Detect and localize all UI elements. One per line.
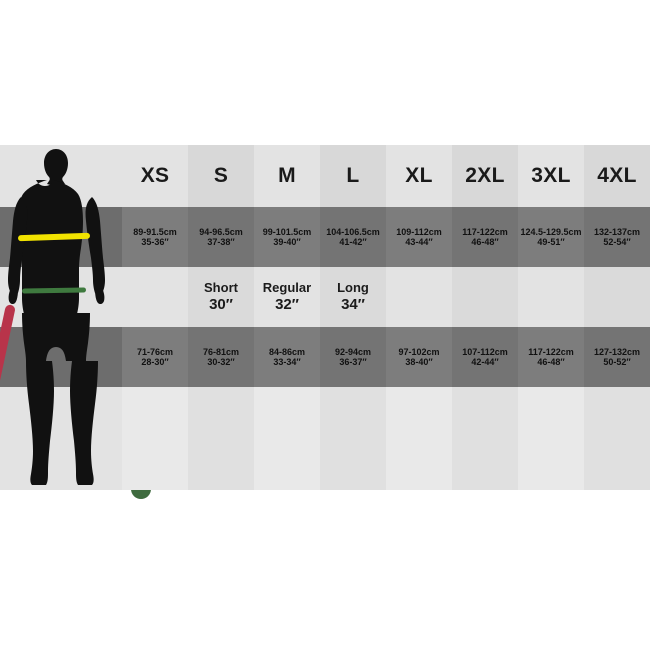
waist-3xl bbox=[518, 327, 584, 387]
table-row-leg-length bbox=[122, 267, 650, 327]
chest-2xl-imperial: 46-48″ bbox=[471, 237, 499, 247]
chest-xs-imperial: 35-36″ bbox=[141, 237, 169, 247]
header-l: L bbox=[320, 145, 386, 207]
male-body-silhouette bbox=[0, 145, 122, 490]
waist-xl-imperial: 38-40″ bbox=[405, 357, 433, 367]
empty-4xl bbox=[584, 387, 650, 490]
waist-l-imperial: 36-37″ bbox=[339, 357, 367, 367]
length-m-label: Regular bbox=[262, 279, 312, 295]
length-xl bbox=[386, 267, 452, 327]
chest-l-imperial: 41-42″ bbox=[339, 237, 367, 247]
waist-xl bbox=[386, 327, 452, 387]
empty-s bbox=[188, 387, 254, 490]
length-l bbox=[320, 267, 386, 327]
chest-3xl-metric: 124.5-129.5cm bbox=[520, 226, 582, 237]
empty-3xl bbox=[518, 387, 584, 490]
waist-xs-imperial: 28-30″ bbox=[141, 357, 169, 367]
waist-4xl-metric: 127-132cm bbox=[593, 346, 641, 357]
waist-xs bbox=[122, 327, 188, 387]
chest-xl-metric: 109-112cm bbox=[396, 226, 442, 237]
header-xl: XL bbox=[405, 164, 433, 187]
length-2xl bbox=[452, 267, 518, 327]
header-m: M bbox=[278, 164, 296, 187]
empty-l bbox=[320, 387, 386, 490]
length-l-label: Long bbox=[337, 279, 369, 295]
table-header-row bbox=[122, 145, 650, 207]
waist-m-imperial: 33-34″ bbox=[273, 357, 301, 367]
length-xs bbox=[122, 267, 188, 327]
chest-xl-imperial: 43-44″ bbox=[405, 237, 433, 247]
chest-4xl bbox=[584, 207, 650, 267]
empty-2xl bbox=[452, 387, 518, 490]
chest-m bbox=[254, 207, 320, 267]
waist-s-metric: 76-81cm bbox=[202, 346, 240, 357]
waist-s bbox=[188, 327, 254, 387]
waist-3xl-imperial: 46-48″ bbox=[537, 357, 565, 367]
waist-l bbox=[320, 327, 386, 387]
header-s: S bbox=[188, 145, 254, 207]
empty-xs bbox=[122, 387, 188, 490]
waist-xl-metric: 97-102cm bbox=[398, 346, 440, 357]
header-4xl: 4XL bbox=[584, 145, 650, 207]
chest-4xl-metric: 132-137cm bbox=[593, 226, 641, 237]
empty-xl bbox=[386, 387, 452, 490]
waist-l-metric: 92-94cm bbox=[334, 346, 372, 357]
waist-2xl bbox=[452, 327, 518, 387]
chest-4xl-imperial: 52-54″ bbox=[603, 237, 631, 247]
size-table bbox=[122, 145, 650, 490]
chest-m-metric: 99-101.5cm bbox=[262, 226, 312, 237]
chest-xs bbox=[122, 207, 188, 267]
table-row-chest bbox=[122, 207, 650, 267]
empty-m bbox=[254, 387, 320, 490]
size-chart-band bbox=[0, 145, 650, 490]
length-m bbox=[254, 267, 320, 327]
chest-3xl bbox=[518, 207, 584, 267]
chest-xl bbox=[386, 207, 452, 267]
chest-3xl-imperial: 49-51″ bbox=[537, 237, 565, 247]
table-row-empty bbox=[122, 387, 650, 490]
chest-s-imperial: 37-38″ bbox=[207, 237, 235, 247]
chest-m-imperial: 39-40″ bbox=[273, 237, 301, 247]
chest-2xl bbox=[452, 207, 518, 267]
header-2xl: 2XL bbox=[452, 145, 518, 207]
header-3xl: 3XL bbox=[531, 164, 571, 187]
waist-4xl bbox=[584, 327, 650, 387]
waist-s-imperial: 30-32″ bbox=[207, 357, 235, 367]
table-row-waist bbox=[122, 327, 650, 387]
chest-l-metric: 104-106.5cm bbox=[326, 226, 380, 237]
chest-l bbox=[320, 207, 386, 267]
length-4xl bbox=[584, 267, 650, 327]
waist-m-metric: 84-86cm bbox=[268, 346, 306, 357]
waist-2xl-metric: 107-112cm bbox=[462, 346, 508, 357]
waist-2xl-imperial: 42-44″ bbox=[471, 357, 499, 367]
waist-4xl-imperial: 50-52″ bbox=[603, 357, 631, 367]
waist-m bbox=[254, 327, 320, 387]
chest-s-metric: 94-96.5cm bbox=[199, 226, 243, 237]
length-s-value: 30″ bbox=[209, 295, 233, 313]
waist-xs-metric: 71-76cm bbox=[136, 346, 174, 357]
length-3xl bbox=[518, 267, 584, 327]
chest-xs-metric: 89-91.5cm bbox=[133, 226, 177, 237]
chest-s bbox=[188, 207, 254, 267]
length-s bbox=[188, 267, 254, 327]
chest-2xl-metric: 117-122cm bbox=[462, 226, 508, 237]
length-l-value: 34″ bbox=[341, 295, 365, 313]
header-xs: XS bbox=[140, 164, 170, 187]
waist-3xl-metric: 117-122cm bbox=[528, 346, 574, 357]
length-s-label: Short bbox=[204, 279, 238, 295]
length-m-value: 32″ bbox=[275, 295, 299, 313]
